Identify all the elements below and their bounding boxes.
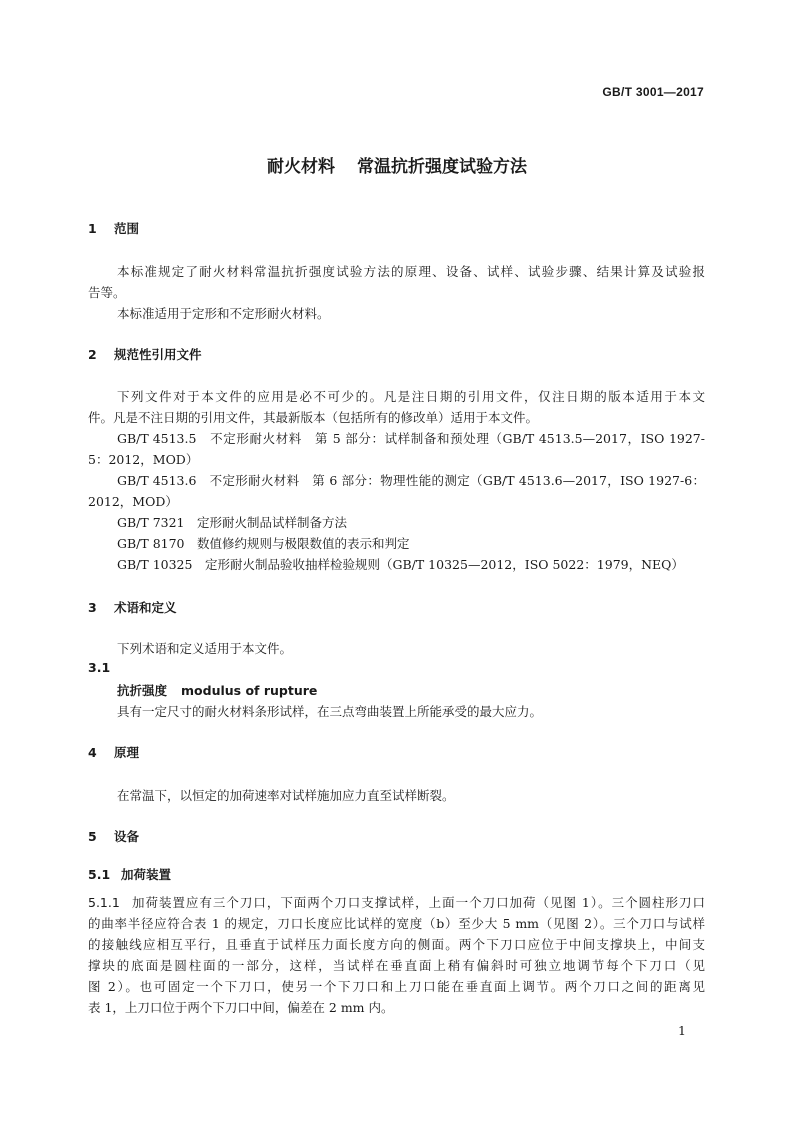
reference-code: GB/T 4513.6 <box>117 473 197 488</box>
paragraph: 下列术语和定义适用于本文件。 <box>117 641 293 656</box>
reference-continuation: 5：2012，MOD） <box>88 452 199 467</box>
term-chinese: 抗折强度 <box>117 683 168 698</box>
term-definition: 具有一定尺寸的耐火材料条形试样，在三点弯曲装置上所能承受的最大应力。 <box>117 704 543 719</box>
reference-continuation: 2012，MOD） <box>88 494 178 509</box>
subsection-title: 加荷装置 <box>121 867 172 882</box>
reference-code: GB/T 8170 <box>117 536 185 551</box>
section-5-heading <box>88 827 139 845</box>
clause-number: 5.1.1 <box>88 895 120 910</box>
subsection-number: 5.1 <box>88 867 111 882</box>
section-number: 4 <box>88 745 97 760</box>
section-title: 原理 <box>114 745 140 760</box>
reference-code: GB/T 10325 <box>117 557 193 572</box>
reference-code: GB/T 4513.5 <box>117 431 197 446</box>
section-title: 术语和定义 <box>114 600 177 615</box>
reference-title: 不定形耐火材料 第 6 部分：物理性能的测定（GB/T 4513.6—2017，ISO 1927-6： <box>209 473 705 488</box>
section-2-heading <box>88 345 202 363</box>
section-title: 范围 <box>114 221 140 236</box>
reference-item <box>117 429 705 447</box>
section-1-heading <box>88 219 139 237</box>
section-number: 3 <box>88 600 97 615</box>
term-english: modulus of rupture <box>181 683 318 698</box>
section-title: 设备 <box>114 829 140 844</box>
paragraph: 在常温下，以恒定的加荷速率对试样施加应力直至试样断裂。 <box>117 788 455 803</box>
section-number: 5 <box>88 829 97 844</box>
section-title: 规范性引用文件 <box>114 347 202 362</box>
clause-line: 撑块的底面是圆柱面的一部分，这样，当试样在垂直面上稍有偏斜时可独立地调节每个下刀口（见 <box>88 958 705 973</box>
reference-title: 定形耐火制品验收抽样检验规则（GB/T 10325—2012，ISO 5022：1979，NEQ） <box>204 557 684 572</box>
reference-code: GB/T 7321 <box>117 515 185 530</box>
paragraph-line: 下列文件对于本文件的应用是必不可少的。凡是注日期的引用文件，仅注日期的版本适用于本文 <box>117 389 705 404</box>
term-number: 3.1 <box>88 660 111 675</box>
title-part2: 常温抗折强度试验方法 <box>357 157 527 177</box>
term-entry <box>117 681 317 699</box>
reference-title: 数值修约规则与极限数值的表示和判定 <box>197 536 410 551</box>
clause-line: 图 2）。也可固定一个下刀口，使另一个下刀口和上刀口能在垂直面上调节。两个刀口之间的距离见 <box>88 979 705 994</box>
reference-title: 不定形耐火材料 第 5 部分：试样制备和预处理（GB/T 4513.5—2017，ISO 1927- <box>210 431 705 446</box>
clause-line: 的接触线应相互平行，且垂直于试样压力面长度方向的侧面。两个下刀口应位于中间支撑块上，中间支 <box>88 937 705 952</box>
standard-number: GB/T 3001—2017 <box>602 85 704 99</box>
paragraph-line: 件。凡是不注日期的引用文件，其最新版本（包括所有的修改单）适用于本文件。 <box>88 410 539 425</box>
subsection-5-1-heading <box>88 865 171 883</box>
clause-text: 加荷装置应有三个刀口，下面两个刀口支撑试样，上面一个刀口加荷（见图 1）。三个圆柱形刀口 <box>131 895 705 910</box>
section-number: 1 <box>88 221 97 236</box>
title-part1: 耐火材料 <box>267 157 335 177</box>
section-number: 2 <box>88 347 97 362</box>
clause-line: 表 1，上刀口位于两个下刀口中间，偏差在 2 mm 内。 <box>88 1000 394 1015</box>
reference-item <box>117 555 684 573</box>
reference-item <box>117 513 347 531</box>
reference-item <box>117 534 410 552</box>
document-title <box>0 152 794 177</box>
section-3-heading <box>88 598 177 616</box>
paragraph-line: 告等。 <box>88 285 126 300</box>
page-number: 1 <box>678 1023 686 1038</box>
clause-line: 的曲率半径应符合表 1 的规定，刀口长度应比试样的宽度（b）至少大 5 mm（见图 2）。三个刀口与试样 <box>88 916 705 931</box>
paragraph-line: 本标准规定了耐火材料常温抗折强度试验方法的原理、设备、试样、试验步骤、结果计算及试验报 <box>117 264 705 279</box>
reference-title: 定形耐火制品试样制备方法 <box>197 515 348 530</box>
paragraph: 本标准适用于定形和不定形耐火材料。 <box>117 306 330 321</box>
section-4-heading <box>88 743 139 761</box>
reference-item <box>117 471 705 489</box>
clause-line <box>88 893 705 911</box>
